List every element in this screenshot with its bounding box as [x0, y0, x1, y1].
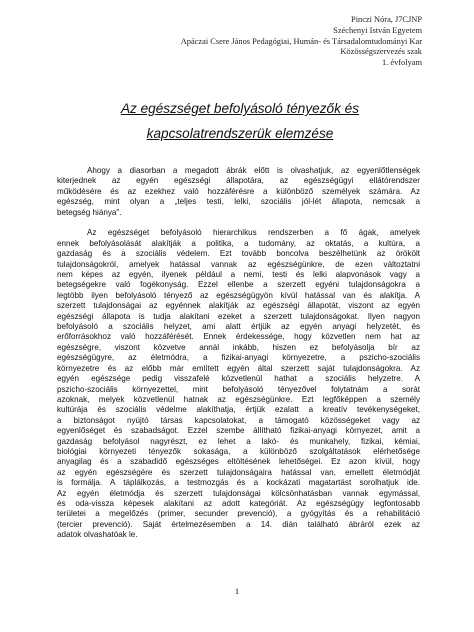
- title-line-2: kapcsolatrendszerük elemzése: [146, 126, 334, 141]
- author-header: [62, 15, 422, 69]
- paragraph: [57, 228, 420, 540]
- paragraph-line: betegségekre való fogékonyság. Ezzel ellenbe a szerzett egyéni tulajdonságokra a: [57, 280, 420, 290]
- paragraph-line: egyén egészsége pedig visszafelé közvetlenül hathat a szociális helyzetre. A: [57, 374, 420, 384]
- paragraph-line: azoknak, melyek közvetlenül hatnak az egészségünkre. Ezt legfőképpen a személy: [57, 394, 420, 404]
- paragraph-line: kultúrája és szociális védelme alakíthatja, értjük ezalatt a kreatív tevékenységeket,: [57, 405, 420, 415]
- paragraph-line: is formálja. A táplálkozás, a testmozgás és a kockázati magatartást sorolhatjuk ide.: [57, 478, 420, 488]
- title-line-1: Az egészséget befolyásoló tényezők és: [120, 101, 360, 116]
- paragraph-line: és oda-vissza képesek alakítani az adott kategóriát. Az egészségügy legfontosabb: [57, 498, 420, 508]
- paragraph-line: gazdaság és a szociális védelem. Ezt tovább boncolva beszélhetünk az örökölt: [57, 249, 420, 259]
- paragraph-line: pszicho-szociális környezettel, mint befolyásoló tényezővel folytatnám a sorát: [57, 384, 420, 394]
- paragraph-line: területei a megelőzés (primer, secunder prevenció), a gyógyítás és a rehabilitáció: [57, 509, 420, 519]
- paragraph-line: gazdaság befolyásol nagyrészt, ez lehet a lakó- és munkahely, fizikai, kémiai,: [57, 436, 420, 446]
- paragraph-line: egészségi állapota is tudja alakítani ezeket a szerzett tulajdonságokat. Ilyen nagyon: [57, 311, 420, 321]
- paragraph-line: környezetre és az előbb már említett egyén által szerzett saját tulajdonságokra. Az: [57, 363, 420, 373]
- faculty-name: Apáczai Csere János Pedagógiai, Humán- és Társadalomtudományi Kar: [180, 36, 422, 46]
- paragraph-line: adatok olvashatóak le.: [57, 530, 138, 540]
- paragraph-line: működésére és az ezekhez való hozzáférésre a különböző személyek számára. Az: [57, 186, 420, 196]
- paragraph-line: Az egyén életmódja és szerzett tulajdonságai kölcsönhatásban vannak egymással,: [57, 488, 420, 498]
- paragraph-line: egyenlőséget és szabadságot. Ezzel szembe állítható fizikai-anyagi környezet, amit a: [57, 426, 420, 436]
- paragraph: [57, 166, 420, 218]
- paragraph-line: egészségre, viszont közvetve annál inkább, hiszen ez befolyásolja bír az: [57, 342, 420, 352]
- paragraph-line: Ahogy a diasorban a megadott ábrák előtt is olvashatjuk, az egyenlőtlenségek: [87, 166, 420, 175]
- paragraph-line: a biztonságot nyújtó társas kapcsolatokat, a támogató közösségeket vagy az: [57, 415, 420, 425]
- paragraph-line: (tercier prevenció). Saját értelmezésemben a 14. dián található ábráról ezek az: [57, 519, 420, 529]
- paragraph-line: Az egészséget befolyásoló hierarchikus rendszerben a fő ágak, amelyek: [87, 228, 420, 238]
- paragraph-line: egészség, mint olyan a „teljes testi, lelki, szociális jól-lét állapota, nemcsak a: [57, 197, 420, 207]
- document-title: [60, 96, 420, 146]
- paragraph-line: az egyén egészségére és szerzett tulajdonságaira hatással van, emellett életmódját: [57, 467, 420, 477]
- paragraph-line: ennek befolyásolását alakítják a politika, a tudomány, az oktatás, a kultúra, a: [57, 238, 420, 248]
- paragraph-line: legtöbb ilyen befolyásoló tényező az egészségügyön kívül hatással van és alakítja. A: [57, 290, 420, 300]
- paragraph-line: kiterjednek az egyén egészségi állapotára, az egészségügyi ellátórendszer: [57, 176, 420, 186]
- author-name: Pinczi Nóra, J7CJNP: [351, 15, 422, 24]
- major-name: Közösségszervezés szak: [340, 47, 422, 57]
- paragraph-line: szerzett tulajdonságai az egyénnek alakítják az egészségi állapotát, viszont az egyén: [57, 301, 420, 311]
- paragraph-line: erőforrásokhoz való hozzáférését. Ennek érdekessége, hogy közvetlen nem hat az: [57, 332, 420, 342]
- paragraph-line: biológiai környezeti tényezők sokasága, a különböző szolgáltatások elérhetősége: [57, 446, 420, 456]
- paragraph-line: nem képes az egyén, ilyenek például a nemi, testi és lelki alapvonások vagy a: [57, 270, 420, 280]
- paragraph-line: tulajdonságokról, amelyek hatással vannak az egészségünkre, de ezen változtatni: [57, 259, 420, 269]
- page-number: 1: [234, 586, 240, 596]
- paragraph-line: betegség hiánya".: [57, 207, 122, 217]
- year-of-study: 1. évfolyam: [381, 58, 422, 68]
- paragraph-line: anyagilag és a szabadidő egészséges eltöltésének lehetőségei. Ez azon kívül, hogy: [57, 457, 420, 467]
- document-body: [57, 166, 420, 541]
- paragraph-line: befolyásoló a szociális helyzet, ami alatt értjük az egyén anyagi helyzetét, és: [57, 322, 420, 332]
- university-name: Széchenyi István Egyetem: [333, 25, 422, 35]
- paragraph-line: egészségügyre, az életmódra, a fizikai-anyagi környezetre, a pszicho-szociális: [57, 353, 420, 363]
